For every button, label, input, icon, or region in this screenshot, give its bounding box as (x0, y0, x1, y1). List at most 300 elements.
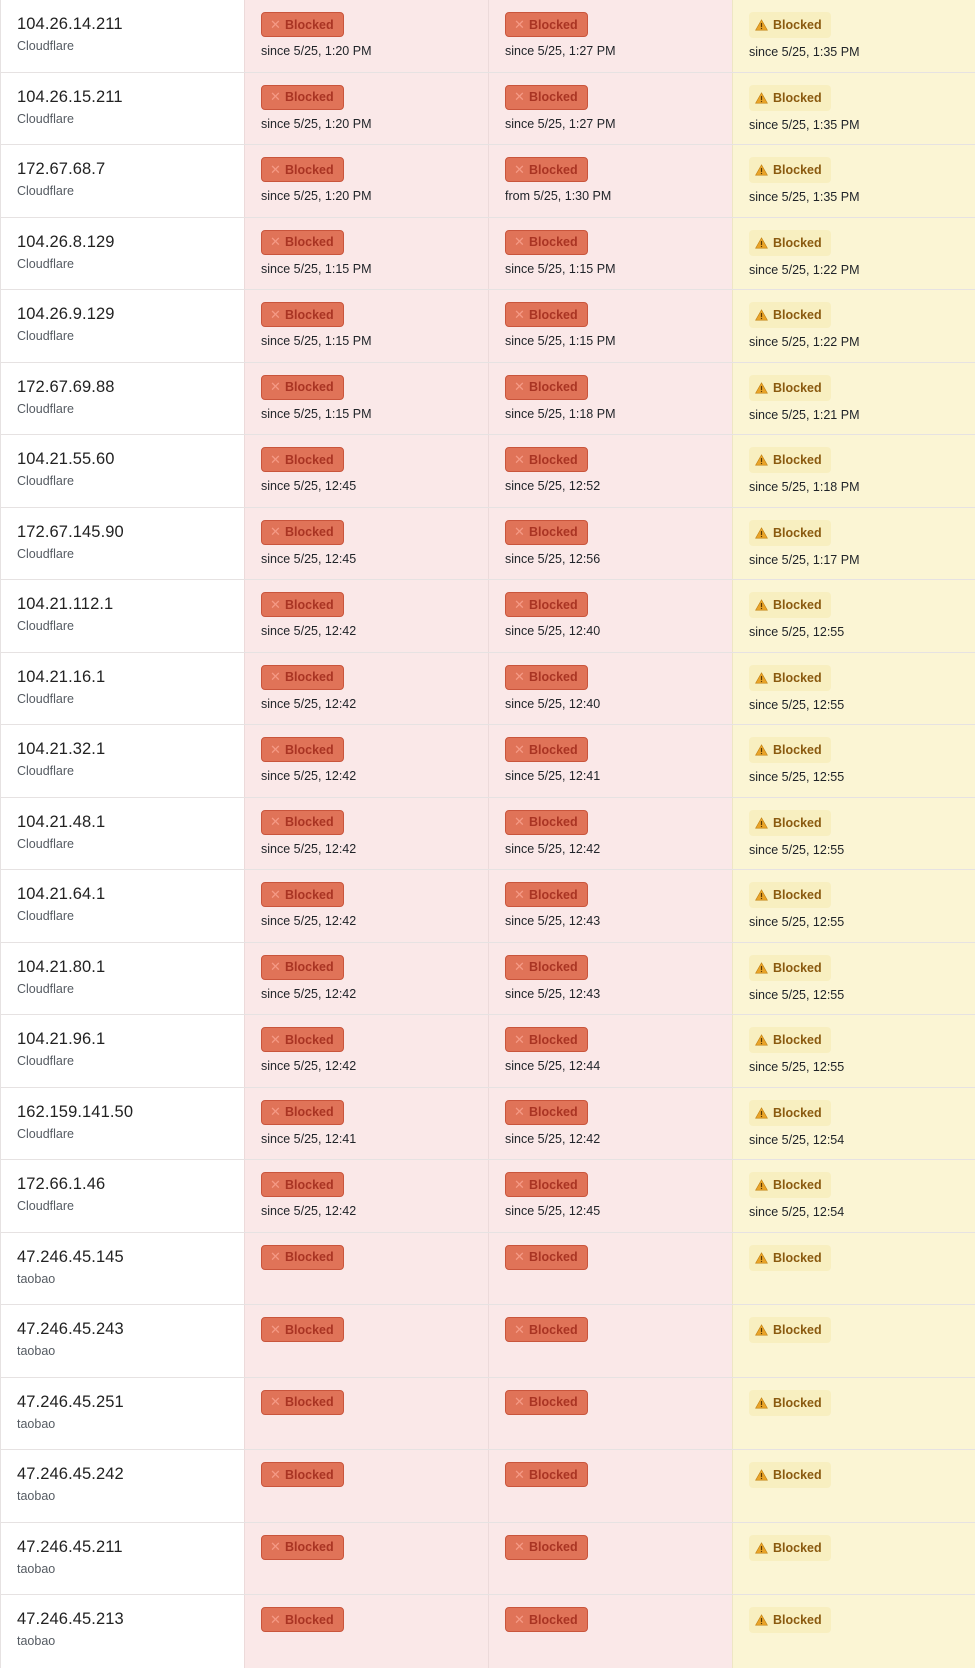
status-cell-3 (732, 1015, 975, 1087)
x-circle-icon: ✕ (270, 89, 281, 104)
provider-name: Cloudflare (17, 329, 74, 343)
since-text: since 5/25, 12:42 (261, 914, 357, 928)
status-cell-2 (488, 0, 732, 72)
table-row (0, 870, 975, 943)
host-cell (0, 1450, 244, 1522)
blocked-badge[interactable] (261, 520, 344, 545)
host-cell (0, 1305, 244, 1377)
host-cell (0, 145, 244, 217)
warning-icon (755, 1252, 768, 1264)
blocked-badge[interactable] (261, 955, 344, 980)
status-cell-2 (488, 1595, 732, 1668)
badge-label: Blocked (285, 162, 334, 177)
since-text: since 5/25, 12:55 (749, 625, 845, 639)
status-cell-1 (244, 870, 488, 942)
badge-label: Blocked (285, 307, 334, 322)
blocked-warning-badge[interactable] (749, 1390, 831, 1416)
host-cell (0, 653, 244, 725)
blocked-warning-badge[interactable] (749, 375, 831, 401)
badge-label: Blocked (529, 1322, 578, 1337)
provider-name: Cloudflare (17, 981, 74, 996)
since-text: since 5/25, 12:55 (749, 842, 845, 857)
status-cell-2 (488, 290, 732, 362)
badge-label: Blocked (285, 1032, 334, 1047)
badge-label: Blocked (529, 1467, 578, 1482)
blocked-badge[interactable] (505, 1100, 588, 1125)
badge-label: Blocked (529, 235, 578, 249)
provider-name: taobao (17, 1344, 56, 1358)
status-cell-1 (244, 145, 488, 217)
badge-label: Blocked (529, 1105, 578, 1119)
blocked-badge[interactable] (261, 665, 344, 690)
x-circle-icon: ✕ (270, 161, 281, 177)
status-cell-1 (244, 580, 488, 652)
since-text: since 5/25, 1:15 PM (261, 261, 372, 276)
warning-icon (755, 527, 768, 539)
status-cell-1 (244, 290, 488, 362)
x-circle-icon: ✕ (514, 1321, 525, 1337)
status-cell-1 (244, 218, 488, 290)
blocked-badge[interactable] (505, 665, 588, 690)
since-text: since 5/25, 12:43 (505, 986, 601, 1001)
status-cell-2 (488, 1233, 732, 1305)
x-circle-icon: ✕ (514, 16, 525, 32)
x-circle-icon: ✕ (514, 1031, 525, 1047)
ip-address: 104.21.32.1 (17, 740, 106, 758)
blocked-badge[interactable] (505, 737, 588, 762)
since-text: since 5/25, 1:20 PM (261, 116, 372, 131)
badge-label: Blocked (529, 90, 578, 104)
status-cell-3 (732, 73, 975, 145)
since-text: since 5/25, 12:42 (505, 1131, 601, 1146)
x-circle-icon: ✕ (270, 451, 281, 467)
blocked-badge[interactable] (505, 1317, 588, 1342)
blocked-badge[interactable] (261, 230, 344, 255)
provider-name: taobao (17, 1489, 56, 1503)
x-circle-icon: ✕ (514, 1249, 525, 1264)
blocked-badge[interactable] (505, 1607, 588, 1632)
x-circle-icon: ✕ (514, 306, 525, 322)
since-text: since 5/25, 1:22 PM (749, 335, 860, 349)
warning-icon (755, 599, 768, 611)
host-cell (0, 1233, 244, 1305)
warning-icon (755, 1614, 768, 1626)
blocked-warning-badge[interactable] (749, 157, 831, 183)
warning-icon (755, 1034, 768, 1046)
warning-icon (755, 1107, 768, 1119)
table-row (0, 1088, 975, 1161)
ip-address: 104.26.8.129 (17, 232, 115, 251)
blocked-badge[interactable] (261, 12, 344, 37)
warning-icon (755, 889, 768, 901)
blocked-warning-badge[interactable] (749, 737, 831, 763)
status-cell-3 (732, 1305, 975, 1377)
table-row (0, 1015, 975, 1088)
status-cell-1 (244, 1015, 488, 1087)
x-circle-icon: ✕ (514, 89, 525, 104)
badge-label: Blocked (773, 960, 822, 975)
blocked-badge[interactable] (505, 520, 588, 545)
status-cell-1 (244, 1160, 488, 1232)
table-row (0, 435, 975, 508)
blocked-badge[interactable] (261, 1535, 344, 1560)
badge-label: Blocked (773, 18, 822, 32)
blocked-badge[interactable] (505, 85, 588, 110)
badge-label: Blocked (773, 525, 822, 540)
x-circle-icon: ✕ (270, 596, 281, 612)
badge-label: Blocked (285, 380, 334, 394)
host-cell (0, 1378, 244, 1450)
x-circle-icon: ✕ (270, 1104, 281, 1119)
blocked-badge[interactable] (261, 1462, 344, 1487)
status-cell-2 (488, 1523, 732, 1595)
since-text: since 5/25, 12:41 (505, 769, 601, 783)
x-circle-icon: ✕ (514, 161, 525, 177)
warning-icon (755, 817, 768, 829)
since-text: since 5/25, 1:18 PM (505, 406, 616, 421)
x-circle-icon: ✕ (270, 1394, 281, 1409)
x-circle-icon: ✕ (270, 1611, 281, 1627)
since-text: since 5/25, 12:55 (749, 697, 845, 712)
status-cell-3 (732, 1523, 975, 1595)
status-cell-3 (732, 218, 975, 290)
since-text: since 5/25, 12:42 (261, 1059, 357, 1073)
since-text: since 5/25, 1:15 PM (505, 334, 616, 348)
x-circle-icon: ✕ (270, 1176, 281, 1192)
blocked-badge[interactable] (261, 302, 344, 327)
provider-name: Cloudflare (17, 1199, 74, 1213)
ip-address: 104.26.14.211 (17, 15, 123, 33)
status-cell-2 (488, 73, 732, 145)
ip-address: 104.26.15.211 (17, 87, 123, 106)
blocked-badge[interactable] (505, 1535, 588, 1560)
badge-label: Blocked (529, 1250, 578, 1264)
blocked-badge[interactable] (505, 447, 588, 472)
x-circle-icon: ✕ (270, 16, 281, 32)
badge-label: Blocked (285, 90, 334, 104)
blocked-badge[interactable] (261, 1172, 344, 1197)
x-circle-icon: ✕ (514, 234, 525, 249)
since-text: since 5/25, 1:17 PM (749, 552, 860, 567)
blocked-badge[interactable] (505, 1390, 588, 1415)
status-cell-1 (244, 943, 488, 1015)
badge-label: Blocked (529, 1032, 578, 1047)
ip-address: 172.66.1.46 (17, 1175, 106, 1193)
badge-label: Blocked (773, 90, 822, 105)
blocked-warning-badge[interactable] (749, 882, 831, 908)
badge-label: Blocked (285, 960, 334, 974)
since-text: since 5/25, 1:20 PM (261, 189, 372, 203)
badge-label: Blocked (285, 597, 334, 612)
blocked-badge[interactable] (261, 85, 344, 110)
blocked-badge[interactable] (261, 1245, 344, 1270)
status-cell-2 (488, 508, 732, 580)
table-row (0, 580, 975, 653)
x-circle-icon: ✕ (514, 1176, 525, 1192)
since-text: since 5/25, 12:40 (505, 696, 601, 711)
since-text: since 5/25, 12:42 (261, 769, 357, 783)
warning-icon (755, 309, 768, 321)
since-text: since 5/25, 12:40 (505, 624, 601, 638)
blocked-badge[interactable] (505, 592, 588, 617)
host-cell (0, 580, 244, 652)
blocked-warning-badge[interactable] (749, 85, 831, 111)
x-circle-icon: ✕ (514, 524, 525, 539)
badge-label: Blocked (529, 452, 578, 467)
ip-address: 172.67.68.7 (17, 160, 106, 178)
provider-name: Cloudflare (17, 836, 74, 851)
badge-label: Blocked (773, 1540, 822, 1555)
badge-label: Blocked (285, 1395, 334, 1409)
provider-name: Cloudflare (17, 909, 74, 923)
host-cell (0, 870, 244, 942)
blocked-badge[interactable] (261, 737, 344, 762)
status-cell-3 (732, 1233, 975, 1305)
blocked-badge[interactable] (505, 12, 588, 37)
blocked-badge[interactable] (505, 882, 588, 907)
blocked-warning-badge[interactable] (749, 1317, 831, 1343)
ip-address: 47.246.45.251 (17, 1392, 124, 1411)
table-row (0, 1378, 975, 1451)
provider-name: Cloudflare (17, 1126, 74, 1141)
badge-label: Blocked (773, 1178, 822, 1192)
since-text: since 5/25, 1:18 PM (749, 480, 860, 494)
table-row (0, 363, 975, 436)
provider-name: Cloudflare (17, 1054, 74, 1068)
ip-address: 104.21.96.1 (17, 1030, 106, 1048)
badge-label: Blocked (529, 1395, 578, 1409)
table-row (0, 1523, 975, 1596)
badge-label: Blocked (529, 887, 578, 902)
table-row (0, 73, 975, 146)
blocked-warning-badge[interactable] (749, 1245, 831, 1271)
badge-label: Blocked (773, 670, 822, 685)
blocked-warning-badge[interactable] (749, 592, 831, 618)
blocked-warning-badge[interactable] (749, 1100, 831, 1126)
blocked-badge[interactable] (505, 157, 588, 182)
x-circle-icon: ✕ (514, 886, 525, 902)
status-cell-3 (732, 1378, 975, 1450)
host-cell (0, 73, 244, 145)
provider-name: taobao (17, 1271, 56, 1286)
blocked-warning-badge[interactable] (749, 1027, 831, 1053)
x-circle-icon: ✕ (270, 741, 281, 757)
badge-label: Blocked (285, 815, 334, 829)
table-row (0, 145, 975, 218)
x-circle-icon: ✕ (270, 669, 281, 684)
since-text: since 5/25, 1:27 PM (505, 116, 616, 131)
badge-label: Blocked (285, 670, 334, 684)
host-cell (0, 1015, 244, 1087)
provider-name: Cloudflare (17, 401, 74, 416)
badge-label: Blocked (285, 1612, 334, 1627)
status-cell-1 (244, 653, 488, 725)
warning-icon (755, 962, 768, 974)
badge-label: Blocked (285, 1177, 334, 1192)
x-circle-icon: ✕ (270, 886, 281, 902)
blocked-badge[interactable] (261, 447, 344, 472)
blocked-badge[interactable] (261, 1607, 344, 1632)
x-circle-icon: ✕ (270, 234, 281, 249)
ip-address: 104.26.9.129 (17, 305, 115, 323)
badge-label: Blocked (529, 742, 578, 757)
badge-label: Blocked (285, 525, 334, 539)
status-cell-3 (732, 798, 975, 870)
blocked-badge[interactable] (261, 882, 344, 907)
since-text: since 5/25, 12:42 (261, 986, 357, 1001)
blocked-badge[interactable] (505, 302, 588, 327)
blocked-badge[interactable] (505, 230, 588, 255)
badge-label: Blocked (529, 1177, 578, 1192)
since-text: since 5/25, 12:44 (505, 1059, 601, 1073)
warning-icon (755, 382, 768, 394)
blocked-badge[interactable] (261, 1100, 344, 1125)
warning-icon (755, 1397, 768, 1409)
blocked-badge[interactable] (505, 1245, 588, 1270)
blocked-badge[interactable] (261, 810, 344, 835)
blocked-badge[interactable] (505, 955, 588, 980)
blocked-warning-badge[interactable] (749, 12, 831, 38)
blocked-badge[interactable] (505, 1172, 588, 1197)
blocked-badge[interactable] (505, 1462, 588, 1487)
blocked-badge[interactable] (261, 1390, 344, 1415)
badge-label: Blocked (773, 163, 822, 177)
blocked-badge[interactable] (261, 592, 344, 617)
warning-icon (755, 454, 768, 466)
warning-icon (755, 92, 768, 104)
blocked-badge[interactable] (505, 375, 588, 400)
status-cell-3 (732, 508, 975, 580)
table-row (0, 943, 975, 1016)
badge-label: Blocked (285, 1467, 334, 1482)
x-circle-icon: ✕ (514, 1394, 525, 1409)
status-cell-1 (244, 798, 488, 870)
badge-label: Blocked (773, 598, 822, 612)
badge-label: Blocked (773, 1105, 822, 1120)
blocked-warning-badge[interactable] (749, 1607, 831, 1633)
x-circle-icon: ✕ (270, 306, 281, 322)
blocked-badge[interactable] (261, 1317, 344, 1342)
badge-label: Blocked (529, 162, 578, 177)
blocked-badge[interactable] (261, 1027, 344, 1052)
since-text: since 5/25, 12:41 (261, 1131, 357, 1146)
badge-label: Blocked (529, 17, 578, 32)
badge-label: Blocked (285, 742, 334, 757)
status-cell-1 (244, 1305, 488, 1377)
badge-label: Blocked (773, 1468, 822, 1482)
since-text: since 5/25, 12:42 (505, 841, 601, 856)
status-cell-3 (732, 145, 975, 217)
provider-name: Cloudflare (17, 691, 74, 706)
blocked-badge[interactable] (505, 810, 588, 835)
host-cell (0, 1595, 244, 1668)
ip-address: 47.246.45.145 (17, 1247, 124, 1266)
since-text: since 5/25, 1:35 PM (749, 45, 860, 59)
blocked-badge[interactable] (261, 375, 344, 400)
status-cell-3 (732, 290, 975, 362)
ip-address: 104.21.55.60 (17, 450, 115, 468)
status-cell-1 (244, 1523, 488, 1595)
x-circle-icon: ✕ (514, 959, 525, 974)
badge-label: Blocked (529, 307, 578, 322)
since-text: since 5/25, 12:55 (749, 1060, 845, 1074)
blocked-warning-badge[interactable] (749, 810, 831, 836)
warning-icon (755, 744, 768, 756)
status-cell-2 (488, 870, 732, 942)
blocked-warning-badge[interactable] (749, 447, 831, 473)
since-text: from 5/25, 1:30 PM (505, 189, 612, 203)
table-row (0, 1160, 975, 1233)
provider-name: Cloudflare (17, 256, 74, 271)
status-cell-2 (488, 363, 732, 435)
warning-icon (755, 164, 768, 176)
x-circle-icon: ✕ (514, 596, 525, 612)
blocked-warning-badge[interactable] (749, 230, 831, 256)
since-text: since 5/25, 12:45 (261, 551, 357, 566)
status-cell-2 (488, 798, 732, 870)
blocked-warning-badge[interactable] (749, 1172, 831, 1198)
since-text: since 5/25, 12:45 (505, 1204, 601, 1218)
badge-label: Blocked (529, 597, 578, 612)
blocked-warning-badge[interactable] (749, 665, 831, 691)
since-text: since 5/25, 12:54 (749, 1205, 845, 1219)
x-circle-icon: ✕ (270, 1466, 281, 1482)
blocked-warning-badge[interactable] (749, 955, 831, 981)
since-text: since 5/25, 12:56 (505, 551, 601, 566)
badge-label: Blocked (285, 1322, 334, 1337)
host-cell (0, 508, 244, 580)
blocked-warning-badge[interactable] (749, 1462, 831, 1488)
badge-label: Blocked (529, 1540, 578, 1554)
status-cell-1 (244, 1233, 488, 1305)
table-row (0, 508, 975, 581)
x-circle-icon: ✕ (514, 1611, 525, 1627)
status-cell-2 (488, 943, 732, 1015)
status-cell-1 (244, 508, 488, 580)
provider-name: Cloudflare (17, 111, 74, 126)
x-circle-icon: ✕ (514, 379, 525, 394)
since-text: since 5/25, 12:42 (261, 1204, 357, 1218)
status-cell-1 (244, 1595, 488, 1668)
host-cell (0, 0, 244, 72)
since-text: since 5/25, 1:20 PM (261, 44, 372, 58)
blocked-warning-badge[interactable] (749, 1535, 831, 1561)
status-cell-1 (244, 725, 488, 797)
status-cell-2 (488, 145, 732, 217)
blocked-warning-badge[interactable] (749, 520, 831, 546)
x-circle-icon: ✕ (514, 669, 525, 684)
host-cell (0, 725, 244, 797)
table-row (0, 218, 975, 291)
since-text: since 5/25, 12:42 (261, 841, 357, 856)
status-cell-1 (244, 0, 488, 72)
status-cell-3 (732, 363, 975, 435)
blocked-warning-badge[interactable] (749, 302, 831, 328)
since-text: since 5/25, 12:43 (505, 914, 601, 928)
since-text: since 5/25, 12:52 (505, 479, 601, 493)
since-text: since 5/25, 12:45 (261, 479, 357, 493)
since-text: since 5/25, 12:55 (749, 987, 845, 1002)
blocked-badge[interactable] (261, 157, 344, 182)
ip-address: 104.21.48.1 (17, 812, 106, 831)
provider-name: taobao (17, 1561, 56, 1576)
x-circle-icon: ✕ (270, 1031, 281, 1047)
status-cell-2 (488, 580, 732, 652)
host-cell (0, 1088, 244, 1160)
x-circle-icon: ✕ (514, 1539, 525, 1554)
status-cell-1 (244, 1450, 488, 1522)
blocked-badge[interactable] (505, 1027, 588, 1052)
